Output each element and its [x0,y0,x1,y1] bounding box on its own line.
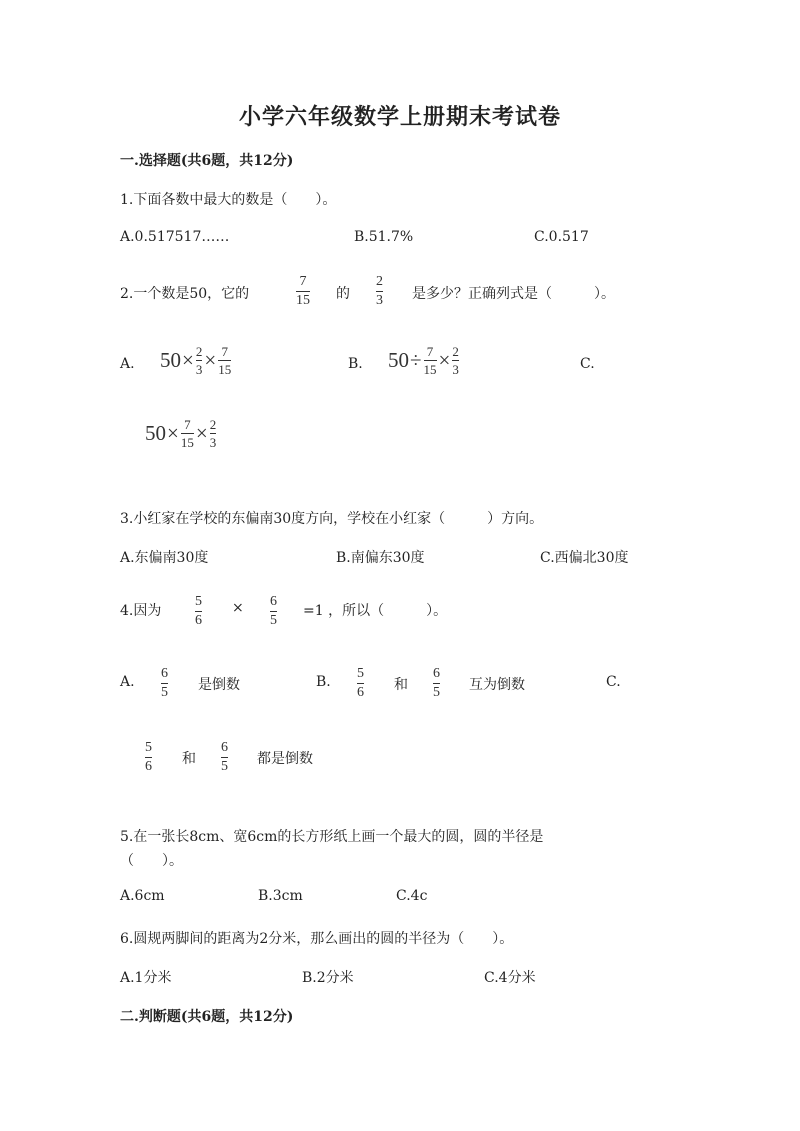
fraction [452,345,459,376]
question-2-option-b-expression [388,345,460,376]
fraction-bar [218,360,231,361]
numerator: 2 [209,417,217,432]
question-1-option-c: C.0.517 [534,229,589,245]
question-4-option-c-and: 和 [182,751,196,767]
denominator: 6 [145,759,152,774]
fraction-bar [210,433,217,434]
fraction-bar [296,291,310,292]
question-2-stem-part3: 是多少？正确列式是（ ）。 [412,286,615,302]
question-4-option-b-fraction-2 [433,667,440,700]
fraction [424,345,437,376]
question-6-option-c: C.4分米 [484,970,536,986]
denominator: 5 [161,685,168,700]
whole-number: 50 [145,421,166,445]
question-2-stem-part1: 2.一个数是50，它的 [120,286,250,302]
fraction-bar [161,683,168,684]
question-5-stem-line1: 5.在一张长8cm、宽6cm的长方形纸上画一个最大的圆，圆的半径是 [120,829,544,845]
section-heading-judgement: 二.判断题(共6题，共12分) [120,1009,294,1025]
fraction [181,418,194,449]
fraction-bar [376,291,383,292]
numerator: 7 [221,344,228,359]
page-title: 小学六年级数学上册期末考试卷 [238,104,561,130]
whole-number: 50 [160,348,181,372]
operator: × [195,421,208,445]
numerator: 7 [426,344,434,359]
question-2-option-a-expression [160,345,232,376]
numerator: 5 [145,740,152,755]
question-3-option-c: C.西偏北30度 [540,550,629,566]
question-5-option-a: A.6cm [120,888,165,904]
fraction-bar [424,360,437,361]
numerator: 6 [433,666,440,681]
question-2-option-c-label: C. [580,356,595,372]
times-sign: × [232,600,244,616]
fraction [218,345,231,376]
question-5-stem-line2: （ ）。 [120,853,183,869]
numerator: 5 [195,594,202,609]
numerator: 2 [376,274,383,289]
question-4-option-c-fraction-1 [145,741,152,774]
operator: × [438,348,451,372]
numerator: 5 [357,666,364,681]
operator: × [204,348,217,372]
question-4-option-b-text: 互为倒数 [469,677,525,693]
operator: × [182,348,194,372]
fraction-bar [181,433,194,434]
question-3-option-a: A.东偏南30度 [120,550,209,566]
denominator: 6 [195,613,202,628]
fraction-bar [357,683,364,684]
denominator: 15 [180,435,194,450]
question-4-option-a-text: 是倒数 [198,677,240,693]
denominator: 15 [296,293,310,308]
numerator: 2 [195,344,203,359]
question-4-option-c-label: C. [606,674,621,690]
fraction-bar [270,611,277,612]
fraction-bar [196,360,203,361]
question-3-option-b: B.南偏东30度 [336,550,425,566]
operator: × [167,421,179,445]
numerator: 6 [270,594,277,609]
question-5-option-b: B.3cm [258,888,303,904]
question-1-stem: 1.下面各数中最大的数是（ ）。 [120,192,337,208]
question-2-option-c-expression [145,418,217,449]
section-heading-choice: 一.选择题(共6题，共12分) [120,153,294,169]
question-4-option-b-and: 和 [394,677,408,693]
fraction [210,418,217,449]
question-4-option-b-fraction-1 [357,667,364,700]
question-2-option-b-label: B. [348,356,363,372]
question-4-fraction-5-6 [195,595,202,628]
numerator: 6 [161,666,168,681]
question-3-stem: 3.小红家在学校的东偏南30度方向，学校在小红家（ ）方向。 [120,511,544,527]
question-4-option-c-text: 都是倒数 [257,751,313,767]
numerator: 6 [221,740,228,755]
denominator: 5 [433,685,440,700]
denominator: 6 [357,685,364,700]
question-4-option-c-fraction-2 [221,741,228,774]
question-5-option-c: C.4c [396,888,428,904]
fraction-bar [195,611,202,612]
question-4-stem-part2: =1 ，所以（ ）。 [303,603,448,619]
question-4-option-a-fraction [161,667,168,700]
operator: ÷ [410,348,422,372]
fraction-bar [145,757,152,758]
question-4-option-a-label: A. [120,674,135,690]
denominator: 3 [209,435,217,450]
numerator: 7 [184,417,191,432]
question-6-option-b: B.2分米 [302,970,354,986]
denominator: 3 [376,293,383,308]
denominator: 3 [452,362,459,377]
denominator: 3 [195,362,203,377]
fraction-bar [221,757,228,758]
denominator: 15 [218,362,232,377]
question-2-fraction-7-15 [296,275,310,308]
question-2-stem-part2: 的 [336,286,350,302]
fraction-bar [452,360,459,361]
question-1-option-b: B.51.7% [354,229,414,245]
denominator: 5 [221,759,228,774]
question-1-option-a: A.0.517517…… [120,229,230,245]
numerator: 7 [299,274,307,289]
denominator: 15 [423,362,437,377]
fraction [196,345,203,376]
numerator: 2 [452,344,459,359]
whole-number: 50 [388,348,409,372]
question-4-fraction-6-5 [270,595,277,628]
question-6-stem: 6.圆规两脚间的距离为2分米，那么画出的圆的半径为（ ）。 [120,931,514,947]
question-2-fraction-2-3 [376,275,383,308]
denominator: 5 [270,613,277,628]
question-4-option-b-label: B. [316,674,331,690]
question-2-option-a-label: A. [120,356,135,372]
fraction-bar [433,683,440,684]
question-6-option-a: A.1分米 [120,970,172,986]
question-4-stem-part1: 4.因为 [120,603,162,619]
